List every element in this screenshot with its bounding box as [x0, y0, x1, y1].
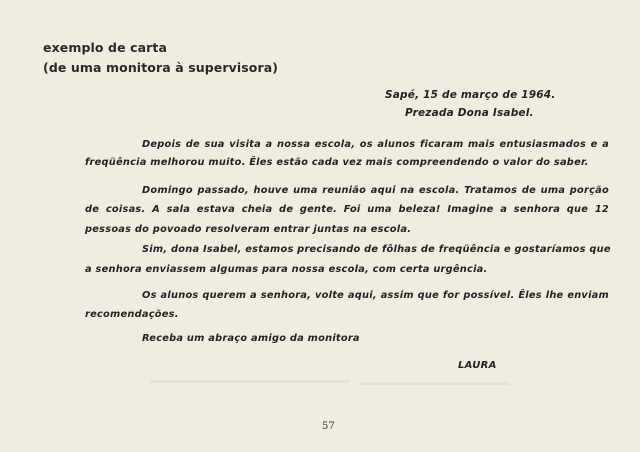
letter-line: a senhora enviassem algumas para nossa escola, com certa urgência.	[85, 264, 488, 275]
letter-line: freqüência melhorou muito. Êles estão cada vez mais compreendendo o valor do saber.	[85, 157, 589, 168]
letter-closing: Receba um abraço amigo da monitora	[142, 333, 360, 344]
show-through-mark	[360, 382, 510, 385]
letter-dateline: Sapé, 15 de março de 1964.	[385, 89, 556, 101]
letter-signature: LAURA	[458, 360, 497, 371]
letter-greeting: Prezada Dona Isabel.	[405, 107, 534, 119]
section-subheading: (de uma monitora à supervisora)	[43, 60, 279, 75]
letter-line: Domingo passado, houve uma reunião aqui na escola. Tratamos de uma porção	[142, 185, 609, 196]
section-heading: exemplo de carta	[43, 40, 168, 55]
letter-line: Depois de sua visita a nossa escola, os alunos ficaram mais entusiasmados e a	[142, 139, 609, 150]
letter-line: recomendações.	[85, 309, 179, 320]
letter-line: pessoas do povoado resolveram entrar juntas na escola.	[85, 224, 412, 235]
page-number: 57	[322, 421, 335, 432]
letter-line: Os alunos querem a senhora, volte aqui, assim que for possível. Êles lhe enviam	[142, 290, 609, 301]
letter-line: Sim, dona Isabel, estamos precisando de fôlhas de freqüência e gostaríamos que	[142, 244, 611, 255]
show-through-mark	[150, 380, 350, 383]
letter-line: de coisas. A sala estava cheia de gente. Foi uma beleza! Imagine a senhora que 12	[85, 204, 609, 215]
